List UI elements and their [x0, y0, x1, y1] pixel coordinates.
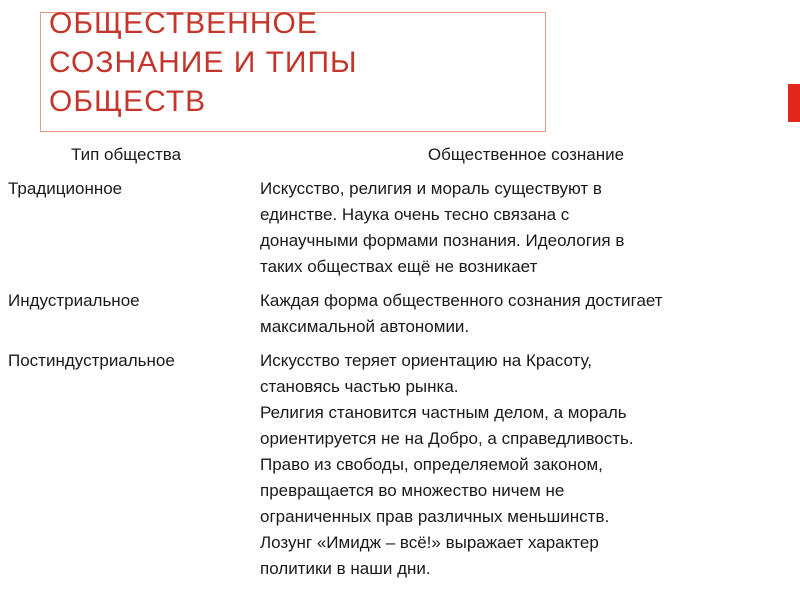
row-type: Индустриальное [8, 291, 140, 310]
table-row [0, 344, 800, 582]
header-type: Тип общества [70, 145, 182, 164]
row-description: Искусство теряет ориентацию на Красоту, становясь частью рынка. Религия становится частным делом, а мораль ориентируется не на Добро, а справедливость. Право из свободы, определяемой законом, превращается во множество ничем не ограниченных прав различных меньшинств. Лозунг «Имидж – всё!» выражает характер политики в наши дни. [260, 351, 634, 578]
row-type: Традиционное [8, 179, 123, 198]
accent-bar [788, 84, 800, 122]
header-consciousness: Общественное сознание [427, 145, 625, 164]
row-type: Постиндустриальное [8, 351, 175, 370]
row-description: Каждая форма общественного сознания достигает максимальной автономии. [260, 291, 663, 336]
table-row [0, 172, 800, 284]
slide-title: ОБЩЕСТВЕННОЕ СОЗНАНИЕ И ТИПЫ ОБЩЕСТВ [49, 7, 358, 118]
table-row [0, 284, 800, 344]
table-header-row [0, 140, 800, 172]
row-description: Искусство, религия и мораль существуют в единстве. Наука очень тесно связана с донаучными формами познания. Идеология в таких обществах ещё не возникает [260, 179, 625, 276]
society-table [0, 140, 800, 582]
